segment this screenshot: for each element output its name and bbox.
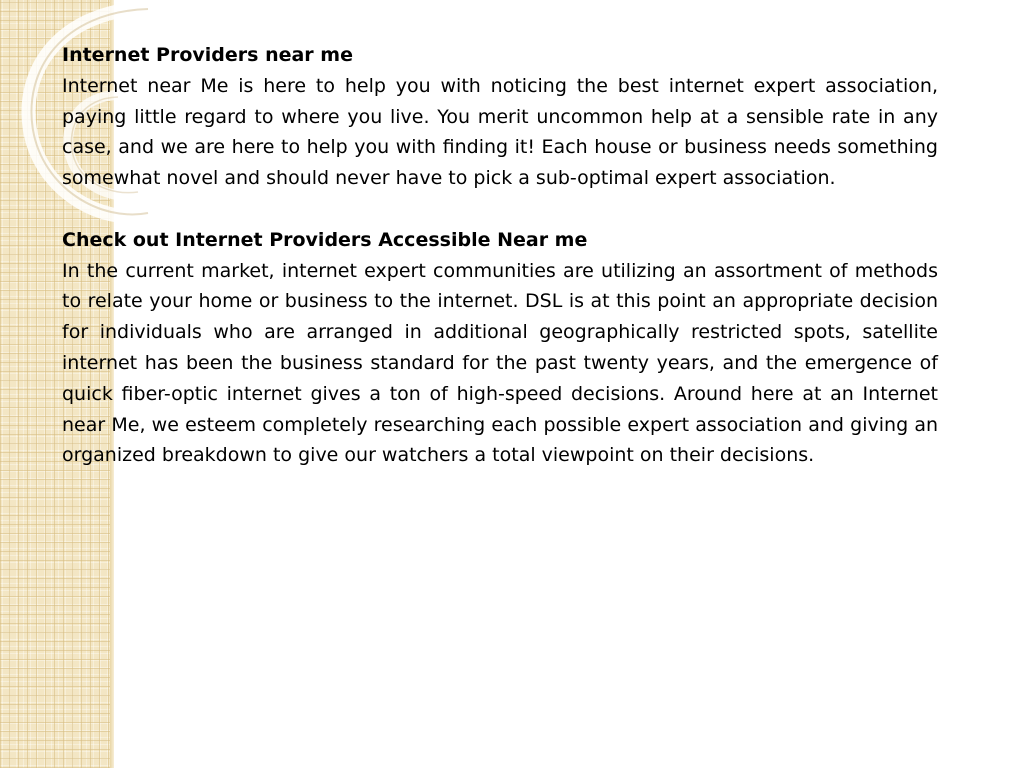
section-heading-internet-providers: Internet Providers near me [62,44,353,66]
section-spacer [62,194,938,225]
slide-content [62,40,938,471]
section-body-internet-providers: Internet near Me is here to help you with noticing the best internet expert association, paying little regard to where you live. You merit uncommon help at a sensible rate in any case, and we are here to help you with finding it! Each house or business needs something somewhat novel and should never have to pick a sub-optimal expert association. [62,74,938,190]
section-heading-check-out-providers: Check out Internet Providers Accessible Near me [62,228,588,251]
section-body-check-out-providers: In the current market, internet expert communities are utilizing an assortment of methods to relate your home or business to the internet. DSL is at this point an appropriate decision for individuals who are arranged in additional geographically restricted spots, satellite internet has been the business standard for the past twenty years, and the emergence of quick fiber-optic internet gives a ton of high-speed decisions. Around here at an Internet near Me, we esteem completely researching each possible expert association and giving an organized breakdown to give our watchers a total viewpoint on their decisions. [62,259,938,467]
